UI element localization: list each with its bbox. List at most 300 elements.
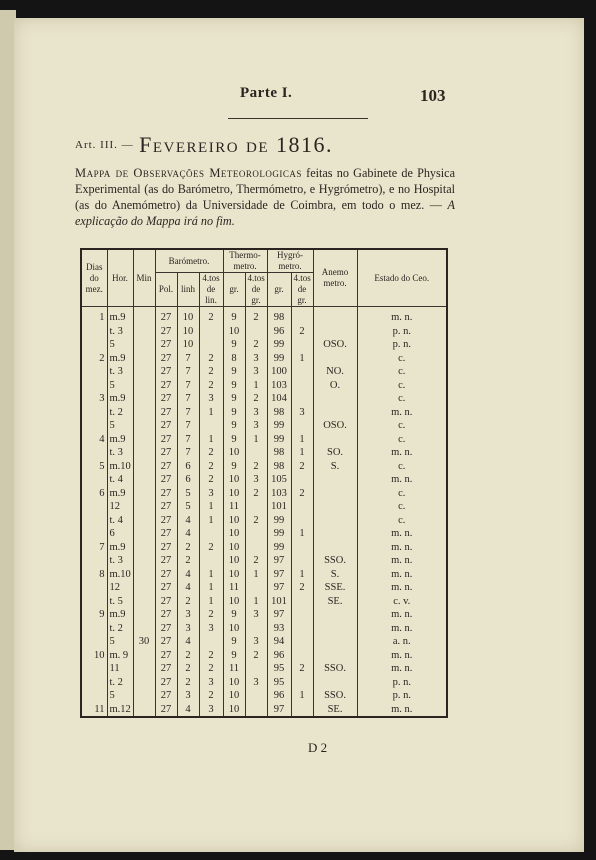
table-cell-q: 2 xyxy=(199,541,223,555)
table-cell-tq: 2 xyxy=(245,338,267,352)
table-cell-q: 2 xyxy=(199,379,223,393)
table-row xyxy=(81,595,447,609)
col-quartos-lin: 4.tos de lin. xyxy=(199,273,223,307)
table-cell-e: c. xyxy=(357,433,447,447)
table-cell-d xyxy=(81,676,107,690)
table-cell-d xyxy=(81,379,107,393)
table-cell-e: c. xyxy=(357,460,447,474)
table-row xyxy=(81,338,447,352)
table-cell-hq xyxy=(291,419,313,433)
col-pol: Pol. xyxy=(155,273,177,307)
table-cell-e: p. n. xyxy=(357,338,447,352)
table-cell-lin: 7 xyxy=(177,419,199,433)
table-cell-hq xyxy=(291,622,313,636)
table-cell-pol: 27 xyxy=(155,379,177,393)
page-number: 103 xyxy=(420,86,446,105)
table-cell-tq xyxy=(245,527,267,541)
table-cell-hq: 1 xyxy=(291,433,313,447)
table-cell-e: m. n. xyxy=(357,581,447,595)
table-cell-h: m.9 xyxy=(107,541,133,555)
table-cell-lin: 3 xyxy=(177,689,199,703)
table-cell-hq xyxy=(291,608,313,622)
intro-paragraph xyxy=(75,165,455,229)
table-cell-h: t. 3 xyxy=(107,365,133,379)
table-cell-m xyxy=(133,307,155,325)
table-cell-e: m. n. xyxy=(357,541,447,555)
table-cell-e: m. n. xyxy=(357,473,447,487)
table-cell-tg: 10 xyxy=(223,325,245,339)
table-cell-hg: 103 xyxy=(267,487,291,501)
table-cell-d: 8 xyxy=(81,568,107,582)
table-cell-m xyxy=(133,581,155,595)
table-cell-lin: 7 xyxy=(177,352,199,366)
table-row xyxy=(81,541,447,555)
table-row xyxy=(81,649,447,663)
table-cell-q: 3 xyxy=(199,676,223,690)
table-row xyxy=(81,635,447,649)
table-row xyxy=(81,473,447,487)
table-cell-hg: 99 xyxy=(267,527,291,541)
table-cell-m xyxy=(133,514,155,528)
table-cell-hg: 98 xyxy=(267,446,291,460)
table-cell-tg: 9 xyxy=(223,649,245,663)
table-cell-hq: 2 xyxy=(291,581,313,595)
table-cell-hq xyxy=(291,554,313,568)
table-cell-m xyxy=(133,338,155,352)
table-cell-d: 11 xyxy=(81,703,107,718)
table-cell-d xyxy=(81,635,107,649)
table-cell-hq xyxy=(291,473,313,487)
table-row xyxy=(81,365,447,379)
intro-body: feitas no Gabinete de Physica Experimental (as do Barómetro, Thermómetro, e Hygrómetro), e no Hospital (as do Anemómetro) da Universidade de Coimbra, em todo o mez. — xyxy=(75,166,455,212)
table-cell-lin: 7 xyxy=(177,446,199,460)
table-cell-d: 9 xyxy=(81,608,107,622)
table-cell-q xyxy=(199,338,223,352)
table-cell-pol: 27 xyxy=(155,581,177,595)
intro-italic: A explicação do Mappa irá no fim. xyxy=(75,198,455,228)
table-cell-tg: 9 xyxy=(223,419,245,433)
table-cell-tq xyxy=(245,662,267,676)
table-cell-e: c. xyxy=(357,500,447,514)
table-cell-tq xyxy=(245,325,267,339)
table-row xyxy=(81,514,447,528)
table-cell-hg: 105 xyxy=(267,473,291,487)
table-cell-q: 2 xyxy=(199,446,223,460)
table-cell-q: 1 xyxy=(199,514,223,528)
table-cell-hg: 97 xyxy=(267,608,291,622)
table-cell-e: m. n. xyxy=(357,622,447,636)
table-cell-q: 2 xyxy=(199,307,223,325)
table-cell-d xyxy=(81,622,107,636)
table-cell-hq xyxy=(291,676,313,690)
table-cell-lin: 6 xyxy=(177,473,199,487)
table-cell-lin: 7 xyxy=(177,365,199,379)
table-row xyxy=(81,487,447,501)
table-cell-m xyxy=(133,473,155,487)
table-row xyxy=(81,352,447,366)
table-cell-m xyxy=(133,433,155,447)
table-cell-w xyxy=(313,406,357,420)
table-cell-w xyxy=(313,352,357,366)
table-cell-lin: 3 xyxy=(177,622,199,636)
table-cell-m xyxy=(133,595,155,609)
table-cell-m xyxy=(133,500,155,514)
table-cell-lin: 4 xyxy=(177,527,199,541)
table-cell-e: c. xyxy=(357,514,447,528)
col-estado: Estado do Ceo. xyxy=(357,249,447,307)
table-cell-e: p. n. xyxy=(357,676,447,690)
table-cell-w: SO. xyxy=(313,446,357,460)
table-cell-tg: 10 xyxy=(223,541,245,555)
table-cell-w xyxy=(313,635,357,649)
header-rule xyxy=(228,118,368,119)
table-cell-lin: 4 xyxy=(177,568,199,582)
table-cell-m xyxy=(133,325,155,339)
table-cell-lin: 2 xyxy=(177,595,199,609)
table-cell-lin: 5 xyxy=(177,500,199,514)
table-cell-tg: 9 xyxy=(223,307,245,325)
table-cell-tq xyxy=(245,500,267,514)
table-cell-lin: 10 xyxy=(177,307,199,325)
table-row xyxy=(81,433,447,447)
running-header: Parte I. xyxy=(240,85,293,101)
table-cell-hq xyxy=(291,500,313,514)
table-cell-tg: 9 xyxy=(223,608,245,622)
table-cell-tq: 2 xyxy=(245,514,267,528)
table-cell-hq: 2 xyxy=(291,460,313,474)
table-cell-w: S. xyxy=(313,460,357,474)
table-cell-hq xyxy=(291,649,313,663)
table-cell-lin: 6 xyxy=(177,460,199,474)
table-cell-pol: 27 xyxy=(155,487,177,501)
table-cell-m xyxy=(133,487,155,501)
col-hygro-quartos: 4.tos de gr. xyxy=(291,273,313,307)
table-cell-e: c. xyxy=(357,352,447,366)
table-cell-hg: 97 xyxy=(267,703,291,718)
table-cell-d xyxy=(81,406,107,420)
table-row xyxy=(81,446,447,460)
table-cell-tq: 3 xyxy=(245,473,267,487)
table-cell-tq: 2 xyxy=(245,460,267,474)
table-cell-d: 3 xyxy=(81,392,107,406)
table-row xyxy=(81,406,447,420)
table-cell-h: m.9 xyxy=(107,307,133,325)
table-cell-tg: 11 xyxy=(223,662,245,676)
table-cell-d xyxy=(81,473,107,487)
table-cell-q: 2 xyxy=(199,365,223,379)
month-title: Fevereiro de 1816. xyxy=(139,132,334,157)
table-cell-q: 2 xyxy=(199,649,223,663)
table-cell-m xyxy=(133,689,155,703)
table-cell-e: m. n. xyxy=(357,649,447,663)
table-cell-tq: 2 xyxy=(245,649,267,663)
table-cell-tq: 3 xyxy=(245,676,267,690)
table-cell-tq xyxy=(245,689,267,703)
table-cell-pol: 27 xyxy=(155,500,177,514)
table-cell-h: m.10 xyxy=(107,460,133,474)
table-cell-h: t. 3 xyxy=(107,325,133,339)
table-cell-tq: 3 xyxy=(245,608,267,622)
table-cell-tg: 9 xyxy=(223,392,245,406)
table-row xyxy=(81,703,447,718)
table-cell-lin: 2 xyxy=(177,554,199,568)
table-header xyxy=(81,249,447,307)
col-thermo-gr: gr. xyxy=(223,273,245,307)
col-barometro: Barómetro. xyxy=(155,249,223,273)
table-cell-tg: 9 xyxy=(223,338,245,352)
table-cell-hq: 1 xyxy=(291,446,313,460)
table-cell-m xyxy=(133,379,155,393)
table-cell-tg: 10 xyxy=(223,568,245,582)
table-cell-hg: 103 xyxy=(267,379,291,393)
table-cell-hq xyxy=(291,635,313,649)
table-cell-d: 5 xyxy=(81,460,107,474)
table-cell-lin: 2 xyxy=(177,649,199,663)
table-cell-q: 3 xyxy=(199,622,223,636)
table-cell-h: t. 3 xyxy=(107,446,133,460)
table-cell-h: t. 4 xyxy=(107,473,133,487)
table-cell-w: SSO. xyxy=(313,662,357,676)
table-cell-q: 1 xyxy=(199,500,223,514)
table-cell-tg: 10 xyxy=(223,595,245,609)
table-cell-w: SE. xyxy=(313,703,357,718)
table-row xyxy=(81,379,447,393)
table-cell-tg: 9 xyxy=(223,433,245,447)
table-cell-tg: 11 xyxy=(223,500,245,514)
table-cell-pol: 27 xyxy=(155,608,177,622)
table-cell-tq xyxy=(245,622,267,636)
table-cell-pol: 27 xyxy=(155,554,177,568)
table-row xyxy=(81,392,447,406)
table-cell-hq: 2 xyxy=(291,662,313,676)
table-cell-d xyxy=(81,662,107,676)
table-cell-e: c. xyxy=(357,392,447,406)
table-cell-e: m. n. xyxy=(357,554,447,568)
table-cell-tq xyxy=(245,446,267,460)
table-cell-w xyxy=(313,514,357,528)
observations-table xyxy=(80,248,448,718)
table-cell-h: 5 xyxy=(107,338,133,352)
table-cell-w: SE. xyxy=(313,595,357,609)
table-cell-m xyxy=(133,568,155,582)
table-cell-tg: 10 xyxy=(223,703,245,718)
table-cell-d: 2 xyxy=(81,352,107,366)
table-cell-tg: 10 xyxy=(223,676,245,690)
table-cell-h: t. 4 xyxy=(107,514,133,528)
table-cell-q: 3 xyxy=(199,703,223,718)
table-cell-q: 2 xyxy=(199,473,223,487)
table-cell-w xyxy=(313,392,357,406)
table-row xyxy=(81,325,447,339)
table-cell-h: m.9 xyxy=(107,608,133,622)
table-cell-d xyxy=(81,325,107,339)
col-anemometro: Anemo metro. xyxy=(313,249,357,307)
table-cell-hg: 99 xyxy=(267,352,291,366)
table-cell-d xyxy=(81,554,107,568)
table-cell-pol: 27 xyxy=(155,473,177,487)
table-cell-m xyxy=(133,419,155,433)
table-cell-m xyxy=(133,446,155,460)
table-cell-lin: 4 xyxy=(177,635,199,649)
table-cell-lin: 10 xyxy=(177,325,199,339)
table-cell-pol: 27 xyxy=(155,352,177,366)
table-cell-d xyxy=(81,446,107,460)
table-cell-tq: 3 xyxy=(245,352,267,366)
table-cell-h: m.9 xyxy=(107,352,133,366)
table-cell-d xyxy=(81,581,107,595)
table-cell-d xyxy=(81,595,107,609)
table-cell-pol: 27 xyxy=(155,568,177,582)
table-cell-hq xyxy=(291,307,313,325)
table-cell-e: m. n. xyxy=(357,527,447,541)
table-cell-m xyxy=(133,406,155,420)
table-cell-lin: 4 xyxy=(177,514,199,528)
table-cell-pol: 27 xyxy=(155,689,177,703)
table-cell-m xyxy=(133,460,155,474)
table-cell-tg: 10 xyxy=(223,446,245,460)
table-cell-e: c. xyxy=(357,379,447,393)
table-cell-w xyxy=(313,608,357,622)
table-cell-hg: 98 xyxy=(267,406,291,420)
table-cell-tq: 2 xyxy=(245,487,267,501)
table-cell-pol: 27 xyxy=(155,703,177,718)
table-row xyxy=(81,581,447,595)
table-cell-tg: 8 xyxy=(223,352,245,366)
table-cell-pol: 27 xyxy=(155,514,177,528)
table-cell-pol: 27 xyxy=(155,595,177,609)
table-body xyxy=(81,307,447,718)
table-cell-pol: 27 xyxy=(155,365,177,379)
table-cell-w: SSO. xyxy=(313,689,357,703)
table-cell-lin: 5 xyxy=(177,487,199,501)
table-cell-m xyxy=(133,541,155,555)
table-cell-m xyxy=(133,649,155,663)
table-cell-lin: 7 xyxy=(177,379,199,393)
table-cell-tg: 9 xyxy=(223,635,245,649)
table-cell-tg: 11 xyxy=(223,581,245,595)
table-cell-tq xyxy=(245,541,267,555)
table-cell-hg: 99 xyxy=(267,419,291,433)
table-cell-lin: 2 xyxy=(177,676,199,690)
table-cell-tq: 1 xyxy=(245,595,267,609)
table-cell-h: 12 xyxy=(107,581,133,595)
table-row xyxy=(81,554,447,568)
table-cell-pol: 27 xyxy=(155,325,177,339)
table-cell-hg: 94 xyxy=(267,635,291,649)
table-cell-h: m. 9 xyxy=(107,649,133,663)
table-cell-pol: 27 xyxy=(155,541,177,555)
col-thermometro: Thermo- metro. xyxy=(223,249,267,273)
table-cell-hq xyxy=(291,379,313,393)
table-cell-w xyxy=(313,433,357,447)
table-cell-e: m. n. xyxy=(357,608,447,622)
table-cell-pol: 27 xyxy=(155,649,177,663)
table-cell-tg: 9 xyxy=(223,460,245,474)
table-cell-hq: 1 xyxy=(291,352,313,366)
table-cell-d: 6 xyxy=(81,487,107,501)
table-cell-pol: 27 xyxy=(155,676,177,690)
table-cell-w: SSE. xyxy=(313,581,357,595)
table-cell-tg: 9 xyxy=(223,365,245,379)
table-cell-q: 1 xyxy=(199,595,223,609)
table-cell-e: m. n. xyxy=(357,307,447,325)
table-cell-e: c. xyxy=(357,365,447,379)
table-cell-w xyxy=(313,500,357,514)
table-cell-tg: 10 xyxy=(223,527,245,541)
table-cell-m xyxy=(133,676,155,690)
table-cell-lin: 4 xyxy=(177,703,199,718)
table-cell-lin: 4 xyxy=(177,581,199,595)
table-cell-w xyxy=(313,622,357,636)
table-cell-hg: 97 xyxy=(267,568,291,582)
table-cell-pol: 27 xyxy=(155,338,177,352)
table-cell-q: 1 xyxy=(199,568,223,582)
table-row xyxy=(81,460,447,474)
table-cell-pol: 27 xyxy=(155,433,177,447)
article-heading xyxy=(75,132,333,158)
table-cell-w xyxy=(313,307,357,325)
table-cell-e: c. xyxy=(357,419,447,433)
table-cell-hg: 95 xyxy=(267,676,291,690)
table-cell-d xyxy=(81,419,107,433)
table-row xyxy=(81,527,447,541)
table-cell-h: m.10 xyxy=(107,568,133,582)
table-cell-q: 3 xyxy=(199,392,223,406)
table-cell-w: NO. xyxy=(313,365,357,379)
table-cell-q: 2 xyxy=(199,352,223,366)
table-cell-q xyxy=(199,419,223,433)
table-cell-pol: 27 xyxy=(155,622,177,636)
table-cell-hg: 100 xyxy=(267,365,291,379)
table-cell-d: 4 xyxy=(81,433,107,447)
table-cell-h: 5 xyxy=(107,635,133,649)
table-cell-w: O. xyxy=(313,379,357,393)
table-cell-hq xyxy=(291,703,313,718)
table-cell-h: 12 xyxy=(107,500,133,514)
table-cell-hg: 99 xyxy=(267,514,291,528)
article-label: Art. III. — xyxy=(75,139,134,151)
table-cell-q: 1 xyxy=(199,581,223,595)
table-cell-h: t. 2 xyxy=(107,622,133,636)
table-cell-hq xyxy=(291,338,313,352)
table-cell-lin: 2 xyxy=(177,662,199,676)
table-cell-w: OSO. xyxy=(313,338,357,352)
table-cell-hg: 95 xyxy=(267,662,291,676)
table-cell-tq: 3 xyxy=(245,635,267,649)
table-cell-q: 2 xyxy=(199,662,223,676)
table-cell-q xyxy=(199,635,223,649)
table-cell-hg: 99 xyxy=(267,433,291,447)
table-cell-e: m. n. xyxy=(357,446,447,460)
table-cell-w xyxy=(313,676,357,690)
table-cell-hq: 3 xyxy=(291,406,313,420)
table-cell-hg: 97 xyxy=(267,554,291,568)
table-cell-lin: 3 xyxy=(177,608,199,622)
table-cell-d xyxy=(81,365,107,379)
table-cell-q: 1 xyxy=(199,433,223,447)
table-cell-h: t. 2 xyxy=(107,406,133,420)
table-cell-pol: 27 xyxy=(155,527,177,541)
table-cell-pol: 27 xyxy=(155,662,177,676)
table-cell-pol: 27 xyxy=(155,406,177,420)
table-cell-hg: 98 xyxy=(267,307,291,325)
col-linh: linh xyxy=(177,273,199,307)
table-cell-d xyxy=(81,689,107,703)
table-cell-e: a. n. xyxy=(357,635,447,649)
table-row xyxy=(81,500,447,514)
table-cell-hq: 1 xyxy=(291,568,313,582)
col-dias: Dias do mez. xyxy=(81,249,107,307)
